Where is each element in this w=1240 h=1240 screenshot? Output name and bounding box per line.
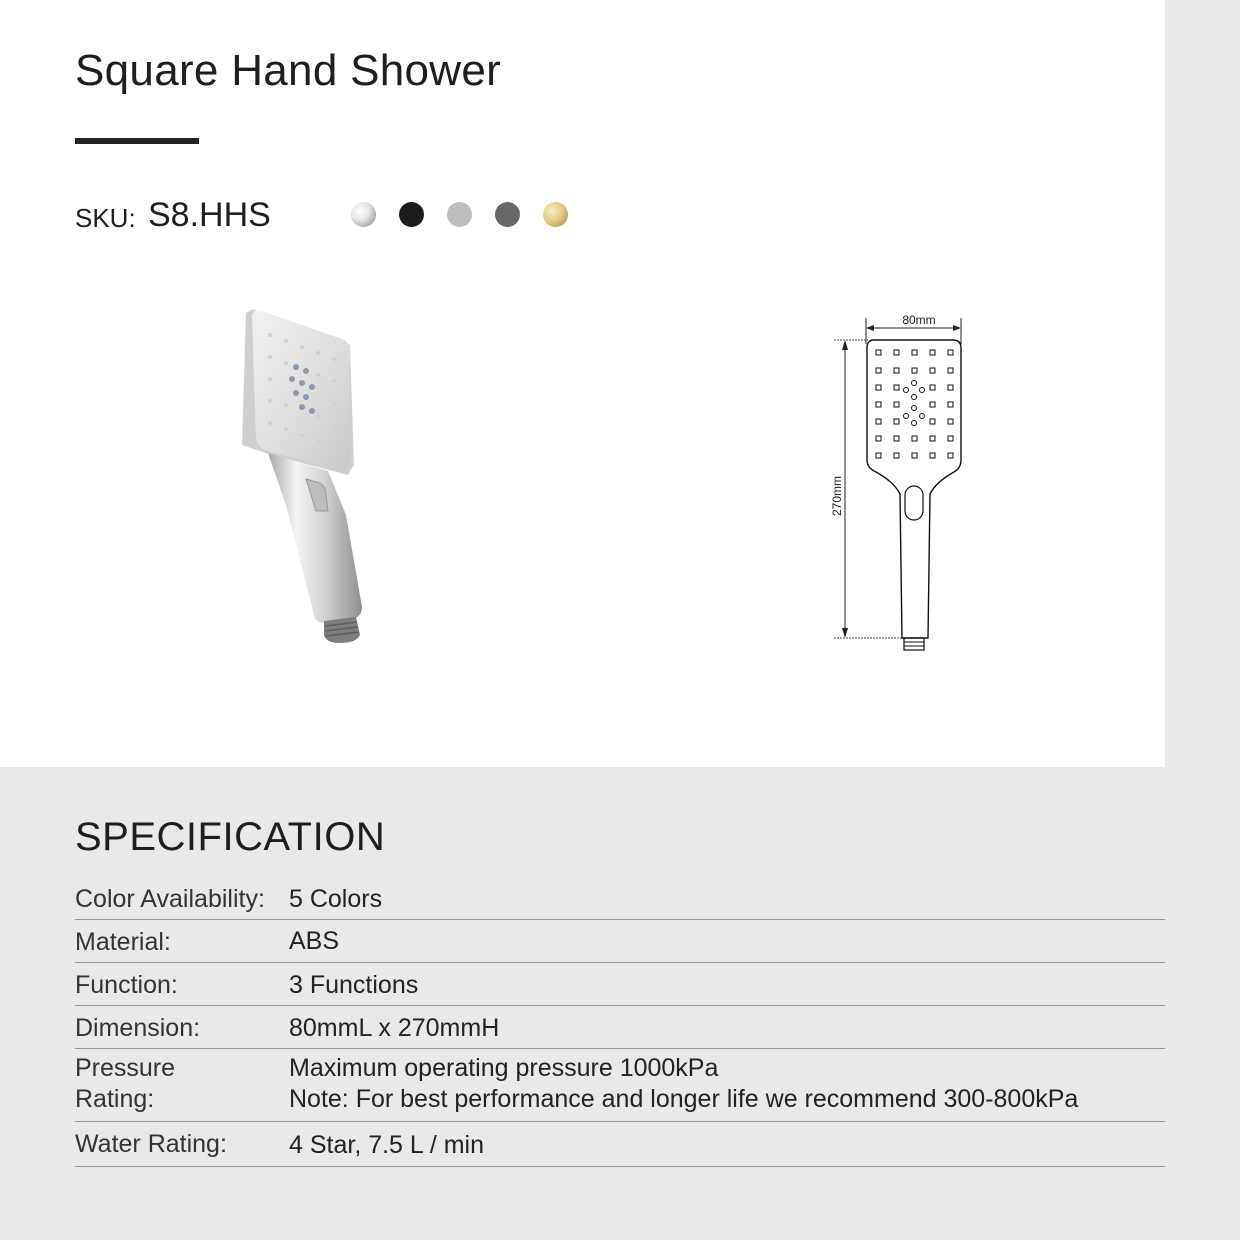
swatch-matte-black[interactable] <box>399 202 424 227</box>
spec-value-line: 3 Functions <box>289 971 419 999</box>
spec-label-line: Rating: <box>75 1085 155 1113</box>
swatch-gunmetal[interactable] <box>495 202 520 227</box>
spec-label: Water Rating: <box>75 1130 227 1158</box>
spec-label: Dimension: <box>75 1014 201 1042</box>
height-dimension-label: 270mm <box>830 475 844 517</box>
spec-value-line: 80mmL x 270mmH <box>289 1014 500 1042</box>
technical-drawing <box>820 310 980 660</box>
spec-row-water-rating <box>75 1122 1165 1167</box>
spec-label <box>75 1053 175 1115</box>
product-title: Square Hand Shower <box>75 46 502 95</box>
spec-value <box>289 970 418 1001</box>
spec-value <box>289 884 382 915</box>
spec-value-line: 4 Star, 7.5 L / min <box>289 1131 485 1159</box>
sku-value: S8.HHS <box>148 196 271 234</box>
spec-value-line: 5 Colors <box>289 885 383 913</box>
specification-heading: SPECIFICATION <box>75 815 386 859</box>
spec-label: Material: <box>75 928 171 956</box>
spec-value <box>289 1013 499 1044</box>
spec-value <box>289 1053 1078 1115</box>
spec-label: Color Availability: <box>75 885 265 913</box>
spec-row-dimension <box>75 1006 1165 1049</box>
spec-value <box>289 1130 484 1161</box>
spec-value-line: ABS <box>289 927 340 955</box>
swatch-brushed-gold[interactable] <box>543 202 568 227</box>
swatch-brushed-nickel[interactable] <box>447 202 472 227</box>
spec-row-pressure-rating <box>75 1049 1165 1122</box>
title-underline <box>75 138 199 144</box>
spec-label: Function: <box>75 971 178 999</box>
spec-row-material <box>75 920 1165 963</box>
width-dimension-label: 80mm <box>902 313 936 327</box>
spec-row-color-availability <box>75 878 1165 920</box>
swatch-chrome[interactable] <box>351 202 376 227</box>
specification-table <box>75 878 1165 1167</box>
spec-row-function <box>75 963 1165 1006</box>
product-photo <box>228 305 378 650</box>
spec-label-line: Pressure <box>75 1054 176 1082</box>
spec-value-line: Note: For best performance and longer life we recommend 300-800kPa <box>289 1085 1079 1113</box>
spec-value <box>289 926 339 957</box>
spec-value-line: Maximum operating pressure 1000kPa <box>289 1054 719 1082</box>
sku-label: SKU: <box>75 203 136 233</box>
